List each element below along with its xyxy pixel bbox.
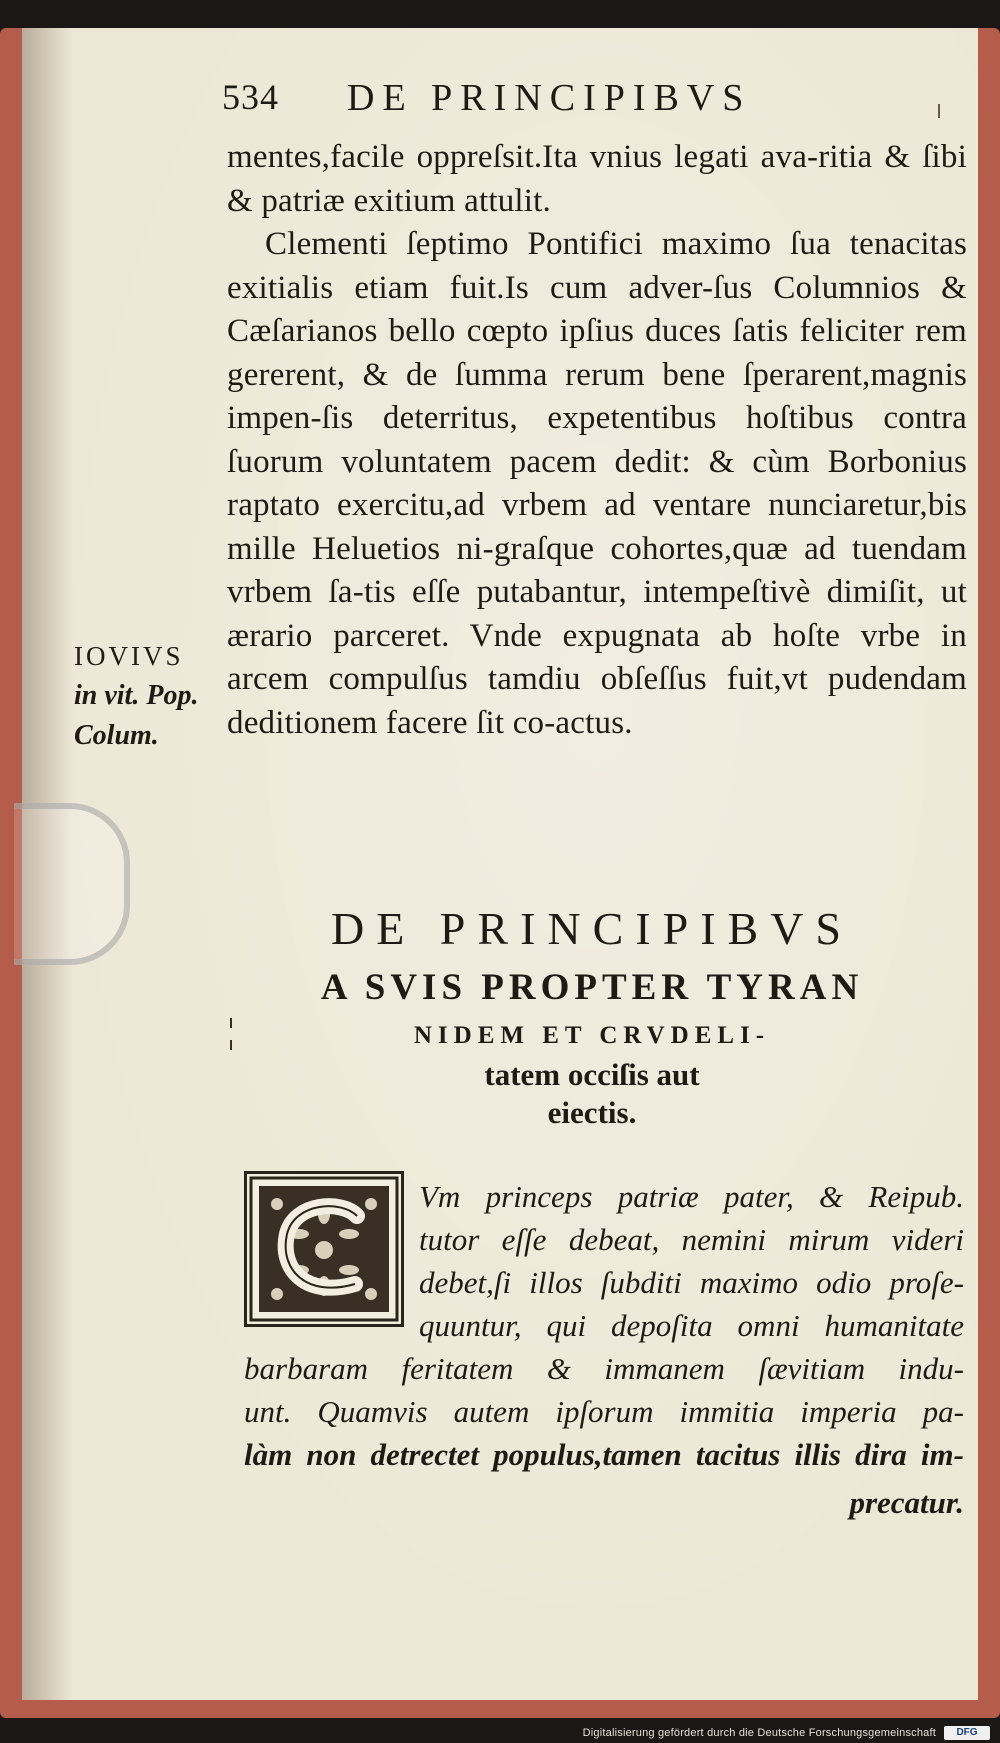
body-text-opening: mentes,facile oppreſsit.Ita vnius legati ava-ritia & ſibi & patriæ exitium attulit. xyxy=(227,139,967,219)
running-head-title: DE PRINCIPIBVS xyxy=(347,77,752,119)
section-heading-line-4: tatem occiſis aut xyxy=(484,1057,700,1092)
section-heading-line-5: eiectis. xyxy=(547,1095,637,1130)
italic-line: quuntur, qui depoſita omni humanitate xyxy=(419,1308,964,1343)
catchword: precatur. xyxy=(849,1485,964,1520)
dfg-logo: DFG xyxy=(944,1726,990,1740)
decorated-initial xyxy=(244,1171,404,1327)
section-heading xyxy=(252,898,932,1132)
marginal-note xyxy=(74,636,224,756)
body-text-main: Clementi ſeptimo Pontifici maximo ſua tenacitas exitialis etiam fuit.Is cum adver-ſus Columnios & Cæſarianos bello cœpto ipſius duces ſatis feliciter rem gererent, & de ſumma rerum bene ſperarent,magnis impen-ſis deterritus, expetentibus hoſtibus contra ſuorum voluntatem pacem dedit: & cùm Borbonius raptato exercitu,ad vrbem ad ventare nunciaretur,bis mille Heluetios ni-graſque cohortes,quæ ad tuendam vrbem ſa-tis eſſe putabantur, intempeſtivè dimiſit, ut ærario parceret. Vnde expugnata ab hoſte vrbe in arcem compulſus tamdiu obſeſſus fuit,vt pudendam deditionem facere ſit co-actus. xyxy=(227,226,967,741)
section-heading-line-2: A SVIS PROPTER TYRAN xyxy=(320,967,864,1008)
italic-line: debet,ſi illos ſubditi maximo odio proſe- xyxy=(419,1265,964,1300)
section-heading-line-3: NIDEM ET CRVDELI- xyxy=(413,1022,771,1049)
page-clip xyxy=(14,803,130,965)
marginal-note-source-cont: Colum. xyxy=(74,720,159,751)
marginal-note-author: IOVIVS xyxy=(74,641,184,671)
printer-mark xyxy=(938,104,940,118)
decorated-initial-icon xyxy=(247,1174,401,1324)
italic-line: Vm princeps patriæ pater, & Reipub. xyxy=(419,1179,964,1214)
book-page xyxy=(22,28,978,1700)
book-edge xyxy=(0,28,1000,1718)
marginal-note-source: in vit. Pop. xyxy=(74,680,199,711)
running-head xyxy=(222,76,962,119)
body-paragraph xyxy=(227,136,967,745)
italic-line: barbaram feritatem & immanem ſævitiam indu- xyxy=(244,1351,964,1386)
page-number: 534 xyxy=(222,77,279,117)
section-heading-line-1: DE PRINCIPIBVS xyxy=(330,903,853,954)
italic-line: tutor eſſe debeat, nemini mirum videri xyxy=(419,1222,964,1257)
digitization-credit: Digitalisierung gefördert durch die Deutsche Forschungsgemeinschaft xyxy=(582,1727,936,1739)
italic-line: làm non detrectet populus,tamen tacitus illis dira im- xyxy=(244,1437,964,1472)
side-marks xyxy=(230,1018,236,1078)
italic-line: unt. Quamvis autem ipſorum immitia imperia pa- xyxy=(244,1394,964,1429)
